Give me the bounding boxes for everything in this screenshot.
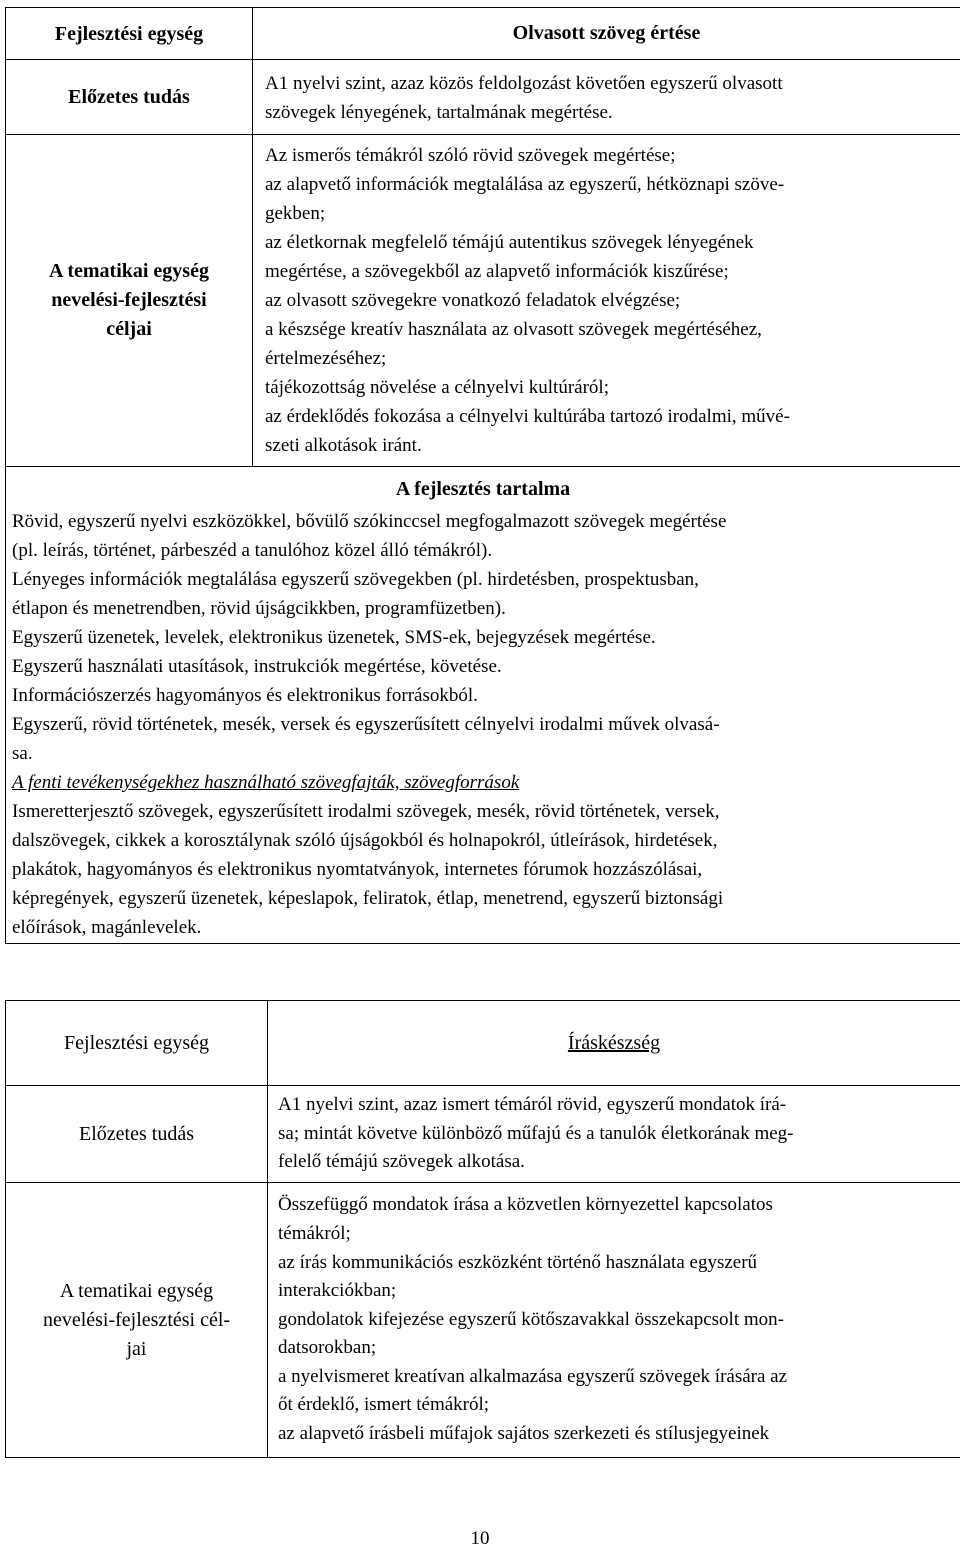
text-line: megértése, a szövegekből az alapvető információk kiszűrése; <box>265 261 729 282</box>
text-line: őt érdeklő, ismert témákról; <box>278 1394 490 1416</box>
text-line: étlapon és menetrendben, rövid újságcikkben, programfüzetben). <box>12 598 506 619</box>
text-line: az érdeklődés fokozása a célnyelvi kultúrába tartozó irodalmi, művé- <box>265 406 790 427</box>
label-goals-line: nevelési-fejlesztési <box>51 289 207 311</box>
text-line: datsorokban; <box>278 1337 377 1359</box>
label-goals-2 <box>6 1183 268 1458</box>
section-title-2-text: Íráskészség <box>567 1031 661 1054</box>
label-goals-line: A tematikai egység <box>59 1279 214 1302</box>
text-line: szövegek lényegének, tartalmának megértése. <box>265 102 613 123</box>
text-line: az olvasott szövegekre vonatkozó feladatok elvégzése; <box>265 290 681 311</box>
label-goals-line: nevelési-fejlesztési cél- <box>42 1308 231 1331</box>
prior-knowledge-text <box>253 60 960 135</box>
text-line: gekben; <box>265 203 326 224</box>
text-line: Összefüggő mondatok írása a közvetlen környezettel kapcsolatos <box>278 1194 773 1216</box>
label-development-unit-2-text: Fejlesztési egység <box>64 1032 209 1054</box>
text-line: Lényeges információk megtalálása egyszerű szövegekben (pl. hirdetésben, prospektusban, <box>12 569 699 590</box>
label-goals-line: A tematikai egység <box>49 260 209 282</box>
text-line: Egyszerű használati utasítások, instrukciók megértése, követése. <box>12 656 502 677</box>
label-prior-knowledge <box>6 60 253 135</box>
text-line: sa. <box>12 743 33 764</box>
prior-knowledge-text-2 <box>268 1086 960 1183</box>
text-line: A1 nyelvi szint, azaz ismert témáról rövid, egyszerű mondatok írá- <box>278 1094 787 1116</box>
text-line: Rövid, egyszerű nyelvi eszközökkel, bővülő szókinccsel megfogalmazott szövegek megértése <box>12 511 727 532</box>
page-number: 10 <box>470 1528 490 1549</box>
reading-comprehension-table <box>5 7 960 944</box>
text-line: A1 nyelvi szint, azaz közös feldolgozást követően egyszerű olvasott <box>265 73 783 94</box>
label-goals-line: céljai <box>106 318 152 340</box>
text-line: szeti alkotások iránt. <box>265 435 422 456</box>
text-line: a készsége kreatív használata az olvasott szövegek megértéséhez, <box>265 319 762 340</box>
label-development-unit-text: Fejlesztési egység <box>54 22 204 45</box>
goals-text <box>253 135 960 467</box>
section-title-text: Olvasott szöveg értése <box>512 22 701 44</box>
text-line: sa; mintát követve különböző műfajú és a tanulók életkorának meg- <box>278 1122 794 1144</box>
label-goals-line: jai <box>126 1337 147 1360</box>
text-line: gondolatok kifejezése egyszerű kötőszavakkal összekapcsolt mon- <box>278 1308 784 1330</box>
text-line: tájékozottság növelése a célnyelvi kultúráról; <box>265 377 609 398</box>
goals-text-2 <box>268 1183 960 1458</box>
text-line: a nyelvismeret kreatívan alkalmazása egyszerű szövegek írására az <box>278 1365 788 1387</box>
text-line: plakátok, hagyományos és elektronikus nyomtatványok, internetes fórumok hozzászólásai, <box>12 859 703 880</box>
text-line: (pl. leírás, történet, párbeszéd a tanulóhoz közel álló témákról). <box>12 540 493 561</box>
text-line: Az ismerős témákról szóló rövid szövegek megértése; <box>265 145 676 166</box>
label-goals <box>6 135 253 467</box>
text-line: az alapvető írásbeli műfajok sajátos szerkezeti és stílusjegyeinek <box>278 1423 770 1445</box>
label-development-unit-2 <box>6 1001 268 1086</box>
text-line: dalszövegek, cikkek a korosztálynak szóló újságokból és holnapokról, útleírások, hirdetések, <box>12 830 718 851</box>
text-line: értelmezéséhez; <box>265 348 387 369</box>
section-title-2 <box>268 1001 960 1086</box>
text-line: felelő témájú szövegek alkotása. <box>278 1151 525 1173</box>
text-line: az írás kommunikációs eszközként történő használata egyszerű <box>278 1251 758 1273</box>
label-prior-knowledge-2-text: Előzetes tudás <box>79 1123 194 1145</box>
text-line: az életkornak megfelelő témájú autentikus szövegek lényegének <box>265 232 754 253</box>
text-line: témákról; <box>278 1222 351 1244</box>
label-prior-knowledge-2 <box>6 1086 268 1183</box>
writing-skills-table <box>5 1000 960 1458</box>
text-line: az alapvető információk megtalálása az egyszerű, hétköznapi szöve- <box>265 174 785 195</box>
text-line: képregények, egyszerű üzenetek, képeslapok, feliratok, étlap, menetrend, egyszerű biztonsági <box>12 888 724 909</box>
development-content <box>6 467 960 944</box>
label-development-unit <box>6 8 253 60</box>
sources-title: A fenti tevékenységekhez használható szövegfajták, szövegforrások <box>12 772 520 793</box>
text-line: Egyszerű üzenetek, levelek, elektronikus üzenetek, SMS-ek, bejegyzések megértése. <box>12 627 656 648</box>
content-header: A fejlesztés tartalma <box>395 478 571 500</box>
text-line: Ismeretterjesztő szövegek, egyszerűsített irodalmi szövegek, mesék, rövid történetek, versek, <box>12 801 720 822</box>
text-line: előírások, magánlevelek. <box>12 917 202 938</box>
section-title <box>253 8 960 60</box>
text-line: Egyszerű, rövid történetek, mesék, versek és egyszerűsített célnyelvi irodalmi művek olvasá- <box>12 714 720 735</box>
label-prior-knowledge-text: Előzetes tudás <box>68 86 190 108</box>
text-line: Információszerzés hagyományos és elektronikus forrásokból. <box>12 685 478 706</box>
text-line: interakciókban; <box>278 1280 397 1302</box>
